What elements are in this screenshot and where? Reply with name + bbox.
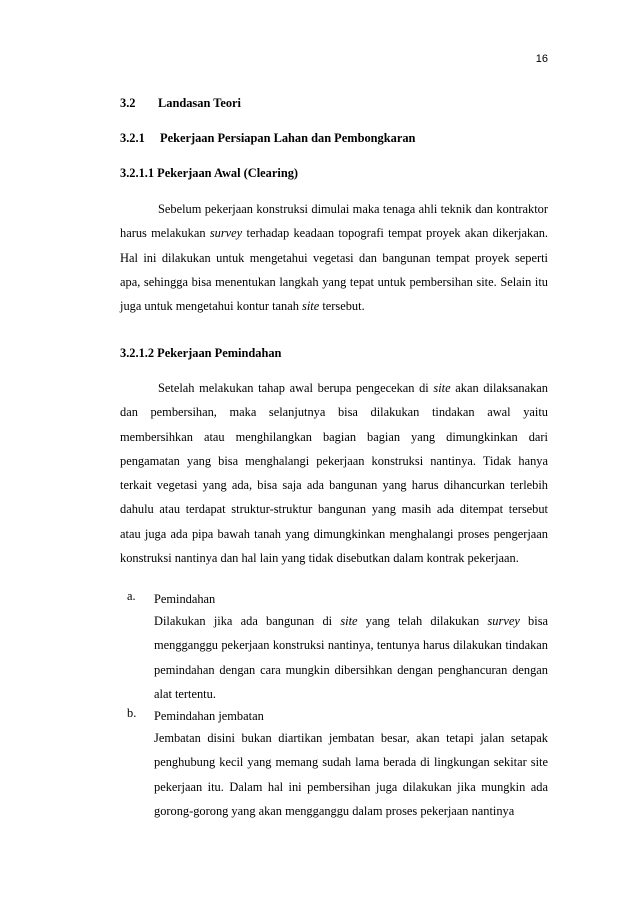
list-marker: a.	[127, 589, 136, 603]
italic-term: site	[302, 299, 320, 314]
heading-number: 3.2.1	[120, 131, 145, 145]
page-number: 16	[535, 53, 548, 65]
heading-landasan-teori	[120, 96, 241, 111]
list-item-title: Pemindahan jembatan	[154, 709, 264, 724]
heading-pekerjaan-persiapan	[120, 131, 415, 146]
list-item-body: Jembatan disini bukan diartikan jembatan besar, akan tetapi jalan setapak penghubung kecil yang memang sudah lama berada di lingkungan sekitar site pekerjaan itu. Dalam hal ini pembersihan juga dilakukan jika mungkin ada gorong-gorong yang akan mengganggu dalam proses pekerjaan nantinya	[154, 731, 548, 819]
paragraph-clearing: Sebelum pekerjaan konstruksi dimulai maka tenaga ahli teknik dan kontraktor harus melakukan survey terhadap keadaan topografi tempat proyek akan dikerjakan. Hal ini dilakukan untuk mengetahui vegetasi dan bangunan tempat proyek seperti apa, sehingga bisa menentukan langkah yang tepat untuk pembersihan site. Selain itu juga untuk mengetahui kontur tanah site tersebut.	[120, 202, 548, 314]
list-item	[127, 589, 548, 706]
heading-number: 3.2	[120, 96, 136, 110]
list-item-title: Pemindahan	[154, 592, 216, 606]
list-item	[127, 706, 548, 823]
italic-term: survey	[209, 226, 243, 241]
paragraph-pemindahan: Setelah melakukan tahap awal berupa pengecekan di site akan dilaksanakan dan pembersihan, maka selanjutnya bisa dilakukan tindakan awal yaitu membersihkan atau menghilangkan bagian bagian yang dimungkinkan dari pengamatan yang bisa menghalangi pekerjaan konstruksi nantinya. Tidak hanya terkait vegetasi yang ada, bisa saja ada bangunan yang harus dihancurkan terlebih dahulu atau terdapat struktur-struktur bangunan yang masih ada ditempat tersebut atau juga ada pipa bawah tanah yang dimungkinkan menghalangi proses pengerjaan konstruksi nantinya dan hal lain yang tidak disebutkan dalam kontrak pekerjaan.	[120, 381, 548, 566]
italic-term: survey	[487, 614, 520, 628]
italic-term: site	[433, 381, 451, 395]
ordered-list	[127, 589, 548, 823]
heading-pekerjaan-pemindahan: 3.2.1.2 Pekerjaan Pemindahan	[120, 346, 282, 360]
heading-pekerjaan-awal: 3.2.1.1 Pekerjaan Awal (Clearing)	[120, 166, 299, 180]
list-marker: b.	[127, 706, 137, 721]
heading-title: Pekerjaan Persiapan Lahan dan Pembongkaran	[160, 131, 416, 145]
heading-title: Landasan Teori	[158, 96, 241, 110]
italic-term: site	[340, 614, 358, 628]
list-item-body: Dilakukan jika ada bangunan di site yang telah dilakukan survey bisa mengganggu pekerjaan konstruksi nantinya, tentunya harus dilakukan tindakan pemindahan dengan cara mungkin dibersihkan dengan penghancuran dengan alat tertentu.	[154, 614, 549, 701]
